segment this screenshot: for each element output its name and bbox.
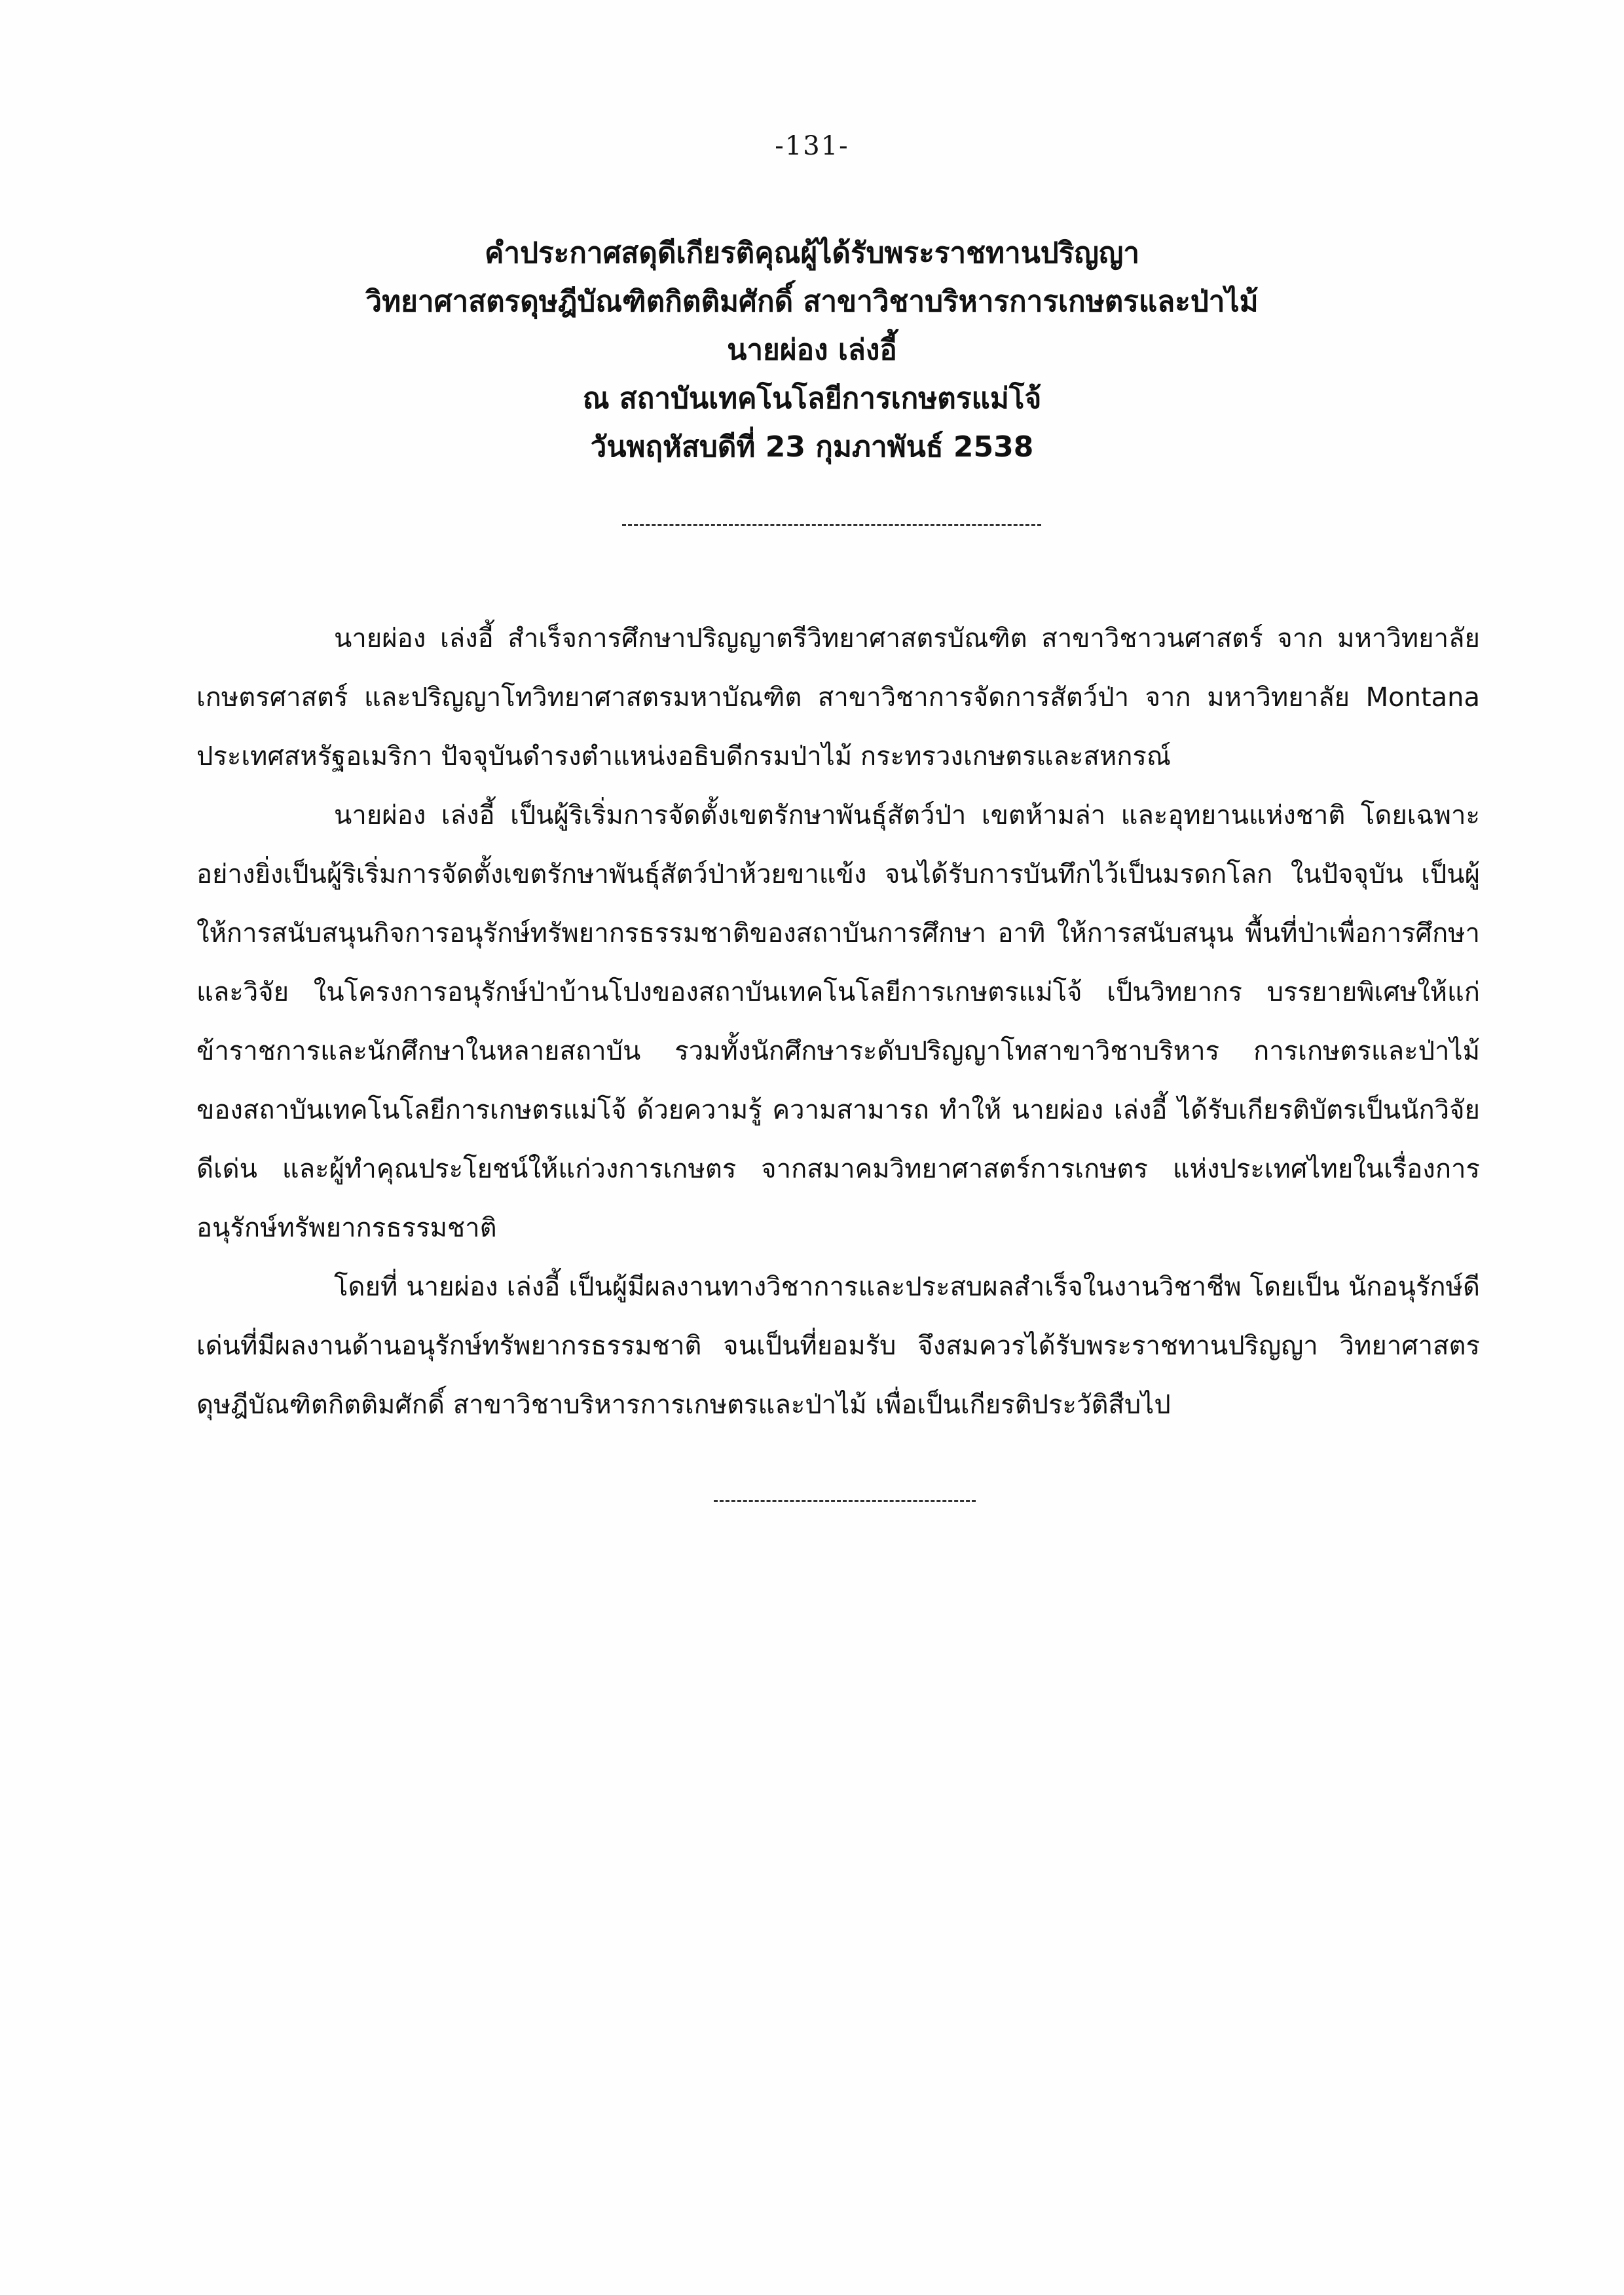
document-body [196,609,1480,1434]
page-number: -131- [775,131,849,161]
heading-divider [622,524,1041,526]
document-heading [0,229,1624,472]
end-divider [714,1500,976,1502]
paragraph-3: โดยที่ นายผ่อง เล่งอี้ เป็นผู้มีผลงานทางวิชาการและประสบผลสำเร็จในงานวิชาชีพ โดยเป็น นักอนุรักษ์ดีเด่นที่มีผลงานด้านอนุรักษ์ทรัพยากรธรรมชาติ จนเป็นที่ยอมรับ จึงสมควรได้รับพระราชทานปริญญา วิทยาศาสตรดุษฎีบัณฑิตกิตติมศักดิ์ สาขาวิชาบริหารการเกษตรและป่าไม้ เพื่อเป็นเกียรติประวัติสืบไป [196,1272,1480,1420]
heading-line-4: ณ สถาบันเทคโนโลยีการเกษตรแม่โจ้ [582,382,1042,415]
heading-line-2: วิทยาศาสตรดุษฎีบัณฑิตกิตติมศักดิ์ สาขาวิชาบริหารการเกษตรและป่าไม้ [365,285,1259,318]
heading-line-5: วันพฤหัสบดีที่ 23 กุมภาพันธ์ 2538 [590,430,1034,464]
paragraph-1: นายผ่อง เล่งอี้ สำเร็จการศึกษาปริญญาตรีวิทยาศาสตรบัณฑิต สาขาวิชาวนศาสตร์ จาก มหาวิทยาลัยเกษตรศาสตร์ และปริญญาโทวิทยาศาสตรมหาบัณฑิต สาขาวิชาการจัดการสัตว์ป่า จาก มหาวิทยาลัย Montana ประเทศสหรัฐอเมริกา ปัจจุบันดำรงตำแหน่งอธิบดีกรมป่าไม้ กระทรวงเกษตรและสหกรณ์ [196,624,1480,772]
heading-line-1: คำประกาศสดุดีเกียรติคุณผู้ได้รับพระราชทานปริญญา [484,236,1140,270]
paragraph-2: นายผ่อง เล่งอี้ เป็นผู้ริเริ่มการจัดตั้งเขตรักษาพันธุ์สัตว์ป่า เขตห้ามล่า และอุทยานแห่งชาติ โดยเฉพาะอย่างยิ่งเป็นผู้ริเริ่มการจัดตั้งเขตรักษาพันธุ์สัตว์ป่าห้วยขาแข้ง จนได้รับการบันทึกไว้เป็นมรดกโลก ในปัจจุบัน เป็นผู้ให้การสนับสนุนกิจการอนุรักษ์ทรัพยากรธรรมชาติของสถาบันการศึกษา อาทิ ให้การสนับสนุน พื้นที่ป่าเพื่อการศึกษาและวิจัย ในโครงการอนุรักษ์ป่าบ้านโปงของสถาบันเทคโนโลยีการเกษตรแม่โจ้ เป็นวิทยากร บรรยายพิเศษให้แก่ข้าราชการและนักศึกษาในหลายสถาบัน รวมทั้งนักศึกษาระดับปริญญาโทสาขาวิชาบริหาร การเกษตรและป่าไม้ ของสถาบันเทคโนโลยีการเกษตรแม่โจ้ ด้วยความรู้ ความสามารถ ทำให้ นายผ่อง เล่งอี้ ได้รับเกียรติบัตรเป็นนักวิจัยดีเด่น และผู้ทำคุณประโยชน์ให้แก่วงการเกษตร จากสมาคมวิทยาศาสตร์การเกษตร แห่งประเทศไทยในเรื่องการอนุรักษ์ทรัพยากรธรรมชาติ [196,800,1481,1243]
heading-line-3: นายผ่อง เล่งอี้ [727,333,897,367]
